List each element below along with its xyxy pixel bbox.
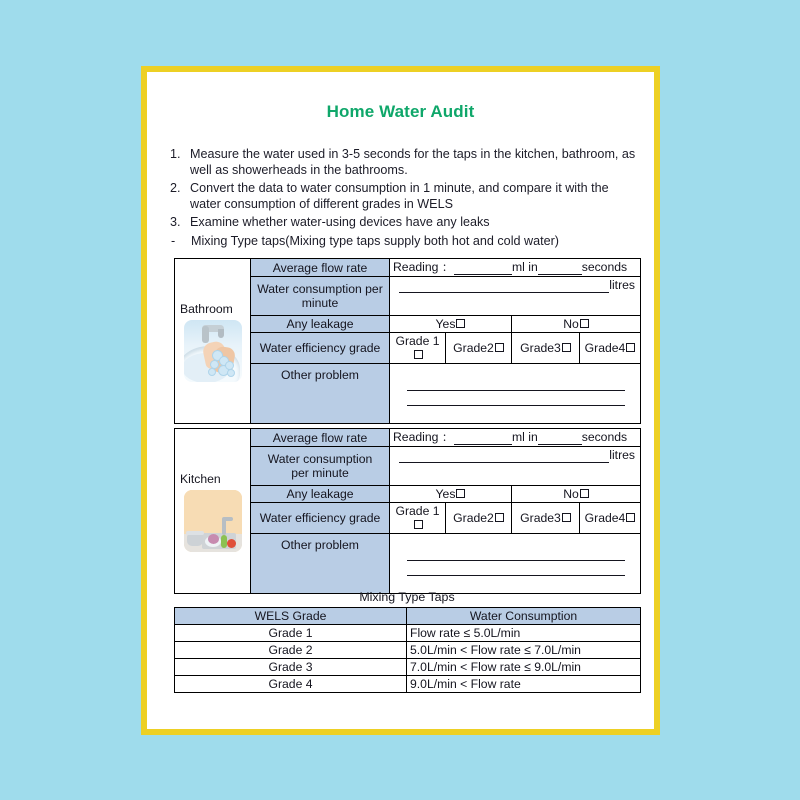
checkbox-icon[interactable]	[562, 513, 571, 522]
checkbox-icon[interactable]	[456, 319, 465, 328]
consumption-value-field[interactable]	[390, 277, 641, 316]
pot-icon	[187, 534, 203, 546]
grade-option-2[interactable]	[446, 333, 512, 364]
room-label: Bathroom	[180, 301, 233, 316]
bathroom-audit-table	[174, 258, 641, 424]
leakage-yes-label: Yes	[435, 487, 456, 502]
list-text: Convert the data to water consumption in 1 minute, and compare it with the water consumption of different grades in WELS	[190, 181, 609, 212]
room-label: Kitchen	[180, 471, 221, 486]
wels-consumption-cell: 9.0L/min < Flow rate	[407, 676, 641, 693]
checkbox-icon[interactable]	[495, 343, 504, 352]
wels-grade-cell: Grade 1	[175, 625, 407, 642]
checkbox-icon[interactable]	[495, 513, 504, 522]
handwashing-sink-photo	[184, 320, 242, 382]
checkbox-icon[interactable]	[562, 343, 571, 352]
wels-grade-cell: Grade 3	[175, 659, 407, 676]
consumption-label	[251, 447, 390, 486]
leakage-no-label: No	[563, 487, 579, 502]
leakage-yes-option[interactable]	[390, 486, 512, 503]
consumption-label	[251, 277, 390, 316]
list-text: Examine whether water-using devices have any leaks	[190, 215, 490, 230]
list-item	[170, 180, 640, 212]
litres-unit: litres	[609, 278, 635, 293]
column-header-water-consumption: Water Consumption	[407, 608, 641, 625]
grade-option-2[interactable]	[446, 503, 512, 534]
tomato-icon	[227, 539, 236, 548]
other-problem-field[interactable]	[390, 534, 641, 594]
table-row	[175, 429, 641, 447]
wels-consumption-cell: 7.0L/min < Flow rate ≤ 9.0L/min	[407, 659, 641, 676]
flow-rate-label: Average flow rate	[251, 259, 390, 277]
write-in-line[interactable]	[407, 546, 625, 561]
checkbox-icon[interactable]	[626, 513, 635, 522]
bathroom-image-cell	[175, 259, 251, 424]
leakage-no-option[interactable]	[512, 486, 641, 503]
write-in-line[interactable]	[407, 376, 625, 391]
table-row	[175, 659, 641, 676]
other-problem-label: Other problem	[251, 364, 390, 424]
grade-label: Water efficiency grade	[251, 503, 390, 534]
reading-unit-seconds: seconds	[581, 260, 628, 274]
reading-prefix: Reading ：	[393, 260, 454, 274]
flow-rate-reading-field[interactable]	[390, 429, 641, 447]
grade-label: Water efficiency grade	[251, 333, 390, 364]
wels-grade-cell: Grade 2	[175, 642, 407, 659]
leakage-yes-option[interactable]	[390, 316, 512, 333]
reading-unit-ml: ml in	[511, 260, 538, 274]
list-item	[170, 214, 640, 230]
table-header-row	[175, 608, 641, 625]
checkbox-icon[interactable]	[456, 489, 465, 498]
table-row	[175, 642, 641, 659]
grade-4-label: Grade4	[584, 511, 626, 526]
faucet-spout-icon	[218, 329, 224, 338]
foam-bubble	[227, 369, 235, 377]
consumption-label-line1: Water consumption	[267, 452, 373, 466]
kitchen-audit-table	[174, 428, 641, 594]
table-row	[175, 676, 641, 693]
grade-1-label: Grade 1	[395, 334, 440, 349]
flow-rate-reading-field[interactable]	[390, 259, 641, 277]
grade-2-label: Grade2	[453, 341, 494, 356]
checkbox-icon[interactable]	[580, 489, 589, 498]
leakage-no-option[interactable]	[512, 316, 641, 333]
wels-consumption-cell: 5.0L/min < Flow rate ≤ 7.0L/min	[407, 642, 641, 659]
checkbox-icon[interactable]	[580, 319, 589, 328]
write-in-line[interactable]	[407, 561, 625, 576]
checkbox-icon[interactable]	[414, 520, 423, 529]
column-header-wels-grade: WELS Grade	[175, 608, 407, 625]
grade-4-label: Grade4	[584, 341, 626, 356]
document-content	[147, 72, 654, 729]
leakage-label: Any leakage	[251, 486, 390, 503]
list-text: Measure the water used in 3-5 seconds for the taps in the kitchen, bathroom, as well as showerheads in the bathrooms.	[190, 147, 636, 178]
list-marker: 1.	[170, 147, 181, 161]
faucet-body-icon	[202, 326, 209, 343]
list-item	[170, 233, 640, 249]
list-marker: -	[171, 233, 176, 248]
wels-consumption-cell: Flow rate ≤ 5.0L/min	[407, 625, 641, 642]
table-row	[175, 625, 641, 642]
wall-shape	[184, 490, 242, 534]
checkbox-icon[interactable]	[414, 350, 423, 359]
consumption-label-line1: Water consumption per	[257, 282, 383, 296]
grade-2-label: Grade2	[453, 511, 494, 526]
foam-bubble	[208, 368, 216, 376]
cabbage-icon	[208, 534, 219, 544]
grade-option-1[interactable]	[390, 333, 446, 364]
kitchen-image-cell	[175, 429, 251, 594]
leakage-yes-label: Yes	[435, 317, 456, 332]
green-vegetable-icon	[221, 535, 227, 548]
wels-table-caption: Mixing Type Taps	[359, 590, 455, 604]
checkbox-icon[interactable]	[626, 343, 635, 352]
other-problem-field[interactable]	[390, 364, 641, 424]
grade-option-1[interactable]	[390, 503, 446, 534]
other-problem-label: Other problem	[251, 534, 390, 594]
document-page	[141, 66, 660, 735]
table-row	[175, 259, 641, 277]
reading-unit-ml: ml in	[511, 430, 538, 444]
grade-3-label: Grade3	[520, 511, 561, 526]
grade-option-4[interactable]	[580, 333, 641, 364]
wels-grade-cell: Grade 4	[175, 676, 407, 693]
reading-unit-seconds: seconds	[581, 430, 628, 444]
consumption-value-field[interactable]	[390, 447, 641, 486]
consumption-label-line2: per minute	[291, 466, 349, 481]
write-in-line[interactable]	[407, 391, 625, 406]
consumption-label-line2: minute	[301, 296, 339, 311]
pot-lid-icon	[186, 531, 204, 535]
faucet-spout-icon	[222, 517, 233, 521]
grade-option-3[interactable]	[512, 503, 580, 534]
kitchen-sink-photo	[184, 490, 242, 552]
litres-unit: litres	[609, 448, 635, 463]
list-marker: 2.	[170, 181, 181, 196]
page-title: Home Water Audit	[326, 102, 475, 121]
list-text: Mixing Type taps(Mixing type taps supply both hot and cold water)	[191, 233, 559, 248]
leakage-no-label: No	[563, 317, 579, 332]
flow-rate-label: Average flow rate	[251, 429, 390, 447]
list-item	[170, 146, 640, 178]
grade-option-3[interactable]	[512, 333, 580, 364]
reading-prefix: Reading ：	[393, 430, 454, 444]
grade-1-label: Grade 1	[395, 504, 440, 519]
grade-3-label: Grade3	[520, 341, 561, 356]
instruction-list	[170, 146, 640, 251]
wels-reference-table	[174, 607, 641, 693]
leakage-label: Any leakage	[251, 316, 390, 333]
grade-option-4[interactable]	[580, 503, 641, 534]
list-marker: 3.	[170, 215, 181, 230]
